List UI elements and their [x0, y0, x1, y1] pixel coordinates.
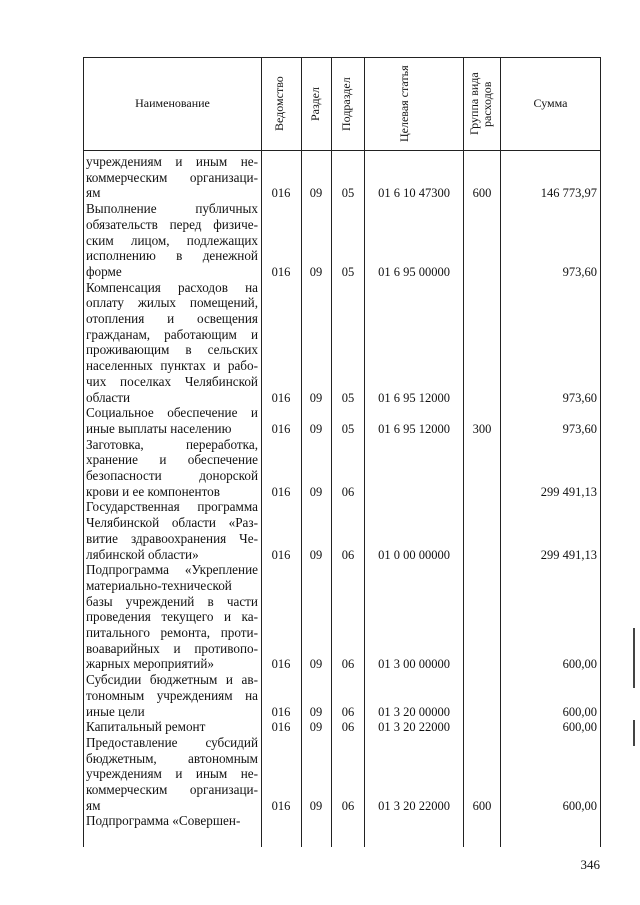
row-name-line: хранение и обеспечение [86, 452, 258, 468]
col-divider-grp [463, 57, 464, 847]
row-name-line: коммерческим организаци- [86, 782, 258, 797]
row-name [86, 719, 258, 735]
row-name-line: чих поселках Челябинской [86, 373, 258, 389]
col-divider-pod [331, 57, 332, 847]
row-name-line: безопасности донорской [86, 468, 258, 483]
cell-razdel: 09 [309, 657, 323, 672]
row-name [86, 735, 258, 814]
header-gruppa-vida-rashodov: Группа вида расходов [467, 72, 494, 136]
row-name-line: Капитальный ремонт [86, 719, 206, 735]
row-name-line: населенных пунктах и рабо- [86, 358, 258, 374]
cell-celevaya-statya: 01 6 95 12000 [378, 421, 450, 436]
cell-podrazdel: 05 [341, 421, 355, 436]
row-name-line: питального ремонта, проти- [86, 625, 258, 640]
row-name-line: Выполнение публичных [86, 201, 258, 217]
cell-vedomstvo: 016 [271, 547, 291, 562]
row-name-line: оплату жилых помещений, [86, 295, 258, 311]
cell-celevaya-statya: 01 6 95 00000 [378, 264, 450, 279]
table-left-border [83, 57, 84, 847]
header-razdel: Раздел [308, 87, 322, 121]
row-name-line: Компенсация расходов на [86, 279, 258, 295]
cell-celevaya-statya: 01 3 20 22000 [378, 798, 450, 813]
row-name [86, 813, 258, 829]
row-name-line: исполнению в денежной [86, 248, 258, 264]
row-name-line: учреждениям и иным не- [86, 154, 258, 169]
row-name-line: витие здравоохранения Че- [86, 530, 258, 546]
row-name-line: Субсидии бюджетным и ав- [86, 672, 258, 688]
row-name-line: иные цели [86, 703, 145, 719]
cell-vedomstvo: 016 [271, 186, 291, 201]
row-name-line: крови и ее компонентов [86, 483, 220, 499]
cell-summa: 973,60 [562, 390, 597, 405]
row-name-line: Подпрограмма «Укрепление [86, 562, 258, 578]
row-name [86, 672, 258, 719]
cell-celevaya-statya: 01 6 95 12000 [378, 390, 450, 405]
cell-celevaya-statya: 01 3 00 00000 [378, 657, 450, 672]
cell-summa: 600,00 [562, 704, 597, 719]
row-name [86, 201, 258, 280]
cell-celevaya-statya: 01 6 10 47300 [378, 186, 450, 201]
row-name [86, 154, 258, 201]
cell-podrazdel: 06 [341, 704, 355, 719]
row-name-line: бюджетным, автономным [86, 750, 258, 766]
header-celevaya-statya: Целевая статья [397, 65, 411, 143]
cell-razdel: 09 [309, 421, 323, 436]
cell-razdel: 09 [309, 720, 323, 735]
cell-vedomstvo: 016 [271, 390, 291, 405]
scan-edge-mark [633, 628, 635, 688]
cell-podrazdel: 06 [341, 657, 355, 672]
row-name-line: иные выплаты населению [86, 420, 232, 436]
row-name [86, 280, 258, 406]
cell-summa: 973,60 [562, 421, 597, 436]
cell-razdel: 09 [309, 798, 323, 813]
page-number: 346 [580, 857, 600, 872]
row-name-line: тономным учреждениям на [86, 687, 258, 703]
header-summa: Сумма [533, 96, 568, 110]
cell-celevaya-statya: 01 3 20 22000 [378, 720, 450, 735]
header-vedomstvo: Ведомство [272, 76, 286, 132]
row-name-line: проведения текущего и ка- [86, 609, 258, 625]
row-name-line: Заготовка, переработка, [86, 436, 258, 452]
row-name-line: базы учреждений в части [86, 593, 258, 609]
cell-razdel: 09 [309, 484, 323, 499]
row-name-line: отопления и освещения [86, 311, 258, 326]
header-name: Наименование [135, 96, 210, 110]
row-name-line: жарных мероприятий» [86, 656, 214, 672]
cell-razdel: 09 [309, 547, 323, 562]
cell-celevaya-statya: 01 3 20 00000 [378, 704, 450, 719]
cell-summa: 299 491,13 [540, 547, 597, 562]
cell-razdel: 09 [309, 186, 323, 201]
cell-podrazdel: 05 [341, 186, 355, 201]
row-name-line: проживающим в сельских [86, 342, 258, 358]
cell-vedomstvo: 016 [271, 704, 291, 719]
cell-razdel: 09 [309, 264, 323, 279]
cell-gruppa: 600 [472, 798, 492, 813]
table-top-border [83, 57, 601, 58]
row-name [86, 437, 258, 500]
row-name-line: Подпрограмма «Совершен- [86, 813, 241, 829]
cell-podrazdel: 05 [341, 390, 355, 405]
cell-razdel: 09 [309, 704, 323, 719]
cell-vedomstvo: 016 [271, 657, 291, 672]
row-name-line: материально-технической [86, 577, 232, 593]
cell-vedomstvo: 016 [271, 421, 291, 436]
cell-razdel: 09 [309, 390, 323, 405]
row-name-line: лябинской области» [86, 546, 199, 562]
cell-gruppa: 600 [472, 186, 492, 201]
cell-gruppa: 300 [472, 421, 492, 436]
row-name-line: форме [86, 263, 122, 279]
cell-vedomstvo: 016 [271, 484, 291, 499]
table-right-border [600, 57, 601, 847]
row-name-line: коммерческим организаци- [86, 169, 258, 185]
cell-podrazdel: 06 [341, 484, 355, 499]
row-name-line: ям [86, 185, 101, 201]
cell-podrazdel: 06 [341, 720, 355, 735]
row-name-line: области [86, 389, 131, 405]
cell-summa: 600,00 [562, 657, 597, 672]
cell-podrazdel: 06 [341, 547, 355, 562]
cell-vedomstvo: 016 [271, 720, 291, 735]
row-name-line: гражданам, работающим и [86, 326, 258, 342]
row-name-line: ским лицом, подлежащих [86, 232, 258, 248]
cell-podrazdel: 05 [341, 264, 355, 279]
scan-edge-mark [633, 720, 635, 746]
cell-celevaya-statya: 01 0 00 00000 [378, 547, 450, 562]
header-bottom-border [83, 150, 601, 151]
cell-summa: 600,00 [562, 798, 597, 813]
row-name-line: Социальное обеспечение и [86, 405, 258, 421]
cell-vedomstvo: 016 [271, 264, 291, 279]
cell-vedomstvo: 016 [271, 798, 291, 813]
cell-summa: 299 491,13 [540, 484, 597, 499]
cell-summa: 973,60 [562, 264, 597, 279]
row-name [86, 499, 258, 562]
cell-summa: 146 773,97 [540, 186, 597, 201]
row-name-line: обязательств перед физиче- [86, 216, 258, 232]
row-name [86, 562, 258, 672]
row-name-line: Предоставление субсидий [86, 734, 258, 750]
header-podrazdel: Подраздел [339, 77, 353, 131]
cell-summa: 600,00 [562, 720, 597, 735]
row-name [86, 405, 258, 436]
row-name-line: учреждениям и иным не- [86, 766, 258, 782]
row-name-line: ям [86, 797, 101, 813]
cell-podrazdel: 06 [341, 798, 355, 813]
row-name-line: Государственная программа [86, 499, 258, 515]
row-name-line: Челябинской области «Раз- [86, 515, 258, 531]
col-divider-cel [364, 57, 365, 847]
row-name-line: воаварийных и противопо- [86, 640, 258, 656]
